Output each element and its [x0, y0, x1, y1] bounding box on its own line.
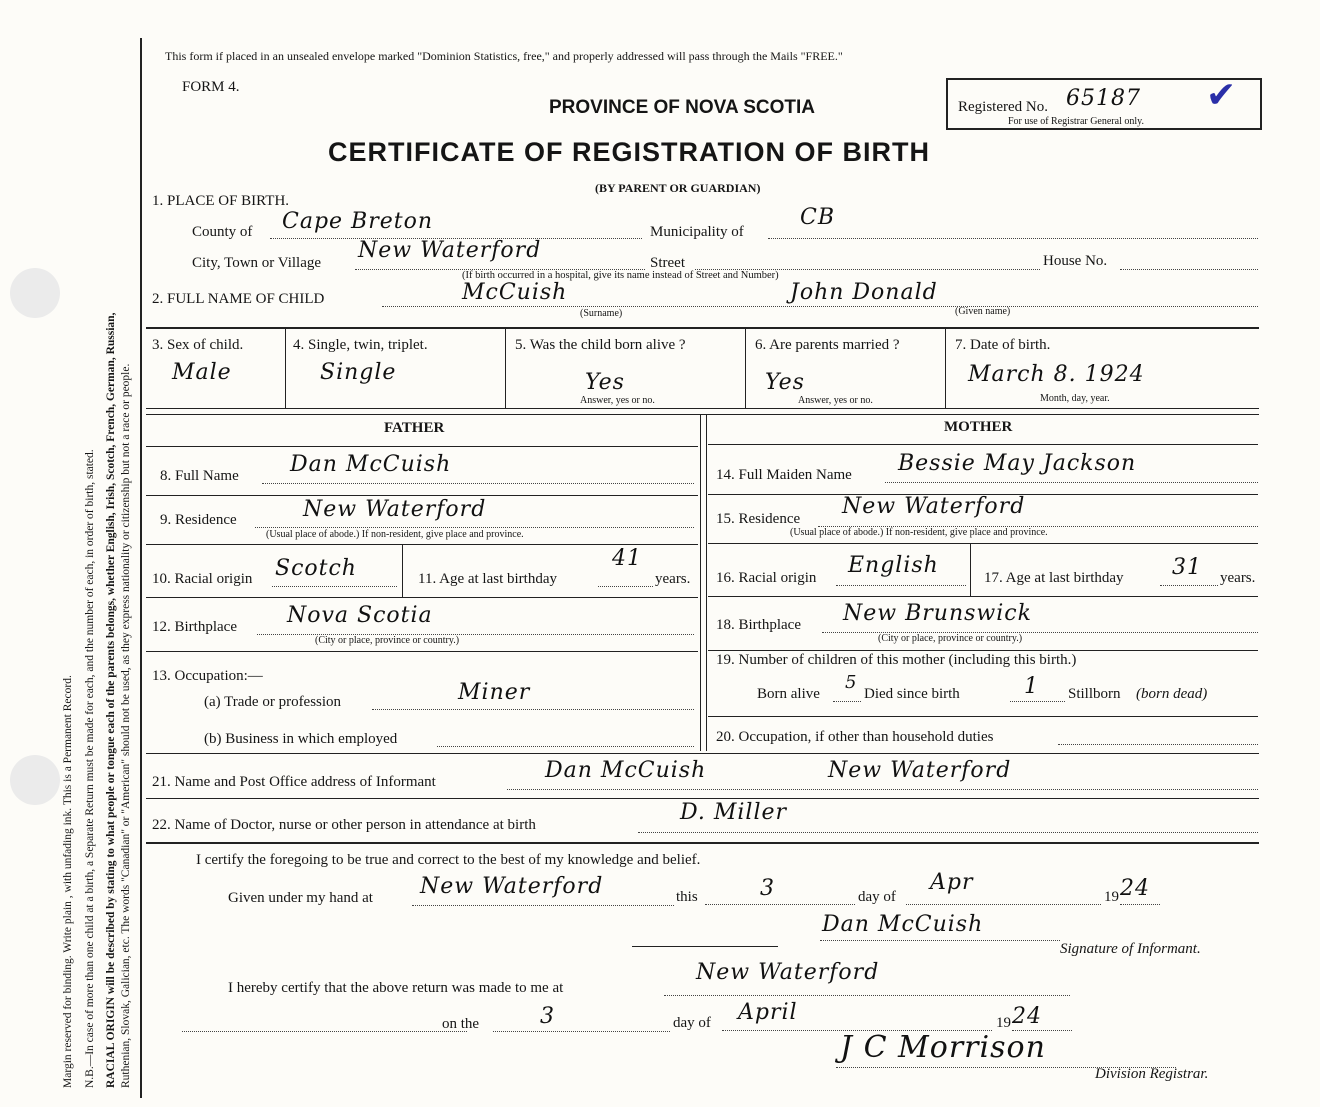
registrar-signature-label: Division Registrar. [1095, 1066, 1209, 1082]
registration-box [946, 75, 1262, 130]
this-label: this [676, 889, 698, 905]
mother-birthplace-caption: (City or place, province or country.) [878, 633, 1023, 644]
hospital-note: (If birth occurred in a hospital, give its name instead of Street and Number) [462, 270, 779, 281]
informant-signature-label: Signature of Informant. [1060, 941, 1201, 957]
municipality-label: Municipality of [650, 224, 744, 240]
given-name-caption: (Given name) [955, 306, 1011, 317]
children-count-label: 19. Number of children of this mother (including this birth.) [716, 652, 1077, 668]
born-alive-value: Yes [585, 370, 625, 395]
born-alive-count-value: 5 [845, 672, 858, 693]
registrar-statement: I hereby certify that the above return was made to me at [228, 980, 564, 996]
informant-label: 21. Name and Post Office address of Informant [152, 774, 436, 790]
registrar-signature: J C Morrison [840, 1030, 1046, 1065]
street-label: Street [650, 255, 685, 271]
mother-name-value: Bessie May Jackson [898, 451, 1137, 476]
father-occupation-label: 13. Occupation:— [152, 668, 263, 684]
date-of-birth-value: March 8. 1924 [968, 362, 1145, 387]
mother-residence-caption: (Usual place of abode.) If non-resident, give place and province. [790, 527, 1048, 538]
given-year-suffix: 24 [1120, 876, 1150, 901]
margin-note-racial-origin: RACIAL ORIGIN will be described by stating to what people or tongue each of the parents belongs, whether English, Irish, Scotch, French, German, Russian, [105, 312, 117, 1088]
province-heading: PROVINCE OF NOVA SCOTIA [549, 97, 816, 118]
mother-occupation-label: 20. Occupation, if other than household duties [716, 729, 994, 745]
father-age-label: 11. Age at last birthday [418, 571, 557, 587]
parents-married-caption: Answer, yes or no. [798, 395, 873, 406]
stillborn-note: (born dead) [1136, 686, 1208, 702]
born-alive-label: 5. Was the child born alive ? [515, 337, 686, 353]
father-residence-caption: (Usual place of abode.) If non-resident, give place and province. [266, 529, 524, 540]
registrar-day-value: 3 [540, 1004, 555, 1029]
binding-hole-top [10, 268, 60, 318]
given-day-of-label: day of [858, 889, 896, 905]
registered-check-icon: ✔ [1206, 75, 1237, 115]
father-name-value: Dan McCuish [290, 452, 452, 477]
mother-age-label: 17. Age at last birthday [984, 570, 1124, 586]
surname-caption: (Surname) [580, 308, 623, 319]
mother-age-value: 31 [1172, 555, 1202, 580]
given-place-value: New Waterford [420, 874, 604, 899]
binding-hole-bottom [10, 755, 60, 805]
child-surname: McCuish [462, 280, 568, 305]
informant-name-value: Dan McCuish [545, 758, 707, 783]
registrar-day-of-label: day of [673, 1015, 711, 1031]
county-value: Cape Breton [282, 209, 434, 234]
sex-label: 3. Sex of child. [152, 337, 244, 353]
stillborn-label: Stillborn [1068, 686, 1121, 702]
father-birthplace-label: 12. Birthplace [152, 619, 237, 635]
registrar-place-value: New Waterford [696, 960, 880, 985]
mother-birthplace-label: 18. Birthplace [716, 617, 801, 633]
born-alive-count-label: Born alive [757, 686, 820, 702]
mother-racial-label: 16. Racial origin [716, 570, 817, 586]
died-since-birth-value: 1 [1024, 674, 1039, 699]
mother-residence-label: 15. Residence [716, 511, 801, 527]
informant-address-value: New Waterford [828, 758, 1012, 783]
city-label: City, Town or Village [192, 255, 322, 271]
plurality-label: 4. Single, twin, triplet. [293, 337, 428, 353]
registrar-note: For use of Registrar General only. [1008, 116, 1144, 127]
mother-birthplace-value: New Brunswick [843, 601, 1032, 626]
child-name-label: 2. FULL NAME OF CHILD [152, 291, 325, 307]
mother-heading: MOTHER [944, 419, 1013, 435]
date-of-birth-caption: Month, day, year. [1040, 393, 1110, 404]
father-birthplace-value: Nova Scotia [287, 603, 433, 628]
form-number: FORM 4. [182, 79, 240, 95]
business-label: (b) Business in which employed [204, 731, 398, 747]
registrar-month-value: April [738, 1000, 798, 1025]
registrar-year-prefix: 19 [996, 1015, 1011, 1031]
margin-note-binding: Margin reserved for binding. Write plain , with unfading ink. This is a Permanent Record. [62, 675, 74, 1088]
house-number-label: House No. [1043, 253, 1108, 269]
father-name-label: 8. Full Name [160, 468, 239, 484]
doctor-value: D. Miller [680, 800, 788, 825]
mother-years-label: years. [1220, 570, 1256, 586]
father-heading: FATHER [384, 420, 445, 436]
informant-signature: Dan McCuish [822, 912, 984, 937]
mother-racial-value: English [848, 553, 939, 578]
given-month-value: Apr [930, 870, 974, 895]
father-racial-label: 10. Racial origin [152, 571, 253, 587]
on-the-label: on the [442, 1016, 480, 1032]
trade-label: (a) Trade or profession [204, 694, 342, 710]
county-label: County of [192, 224, 253, 240]
child-given-name: John Donald [790, 280, 938, 305]
parents-married-label: 6. Are parents married ? [755, 337, 900, 353]
margin-rule [140, 38, 142, 1098]
parents-married-value: Yes [765, 370, 805, 395]
doctor-label: 22. Name of Doctor, nurse or other person in attendance at birth [152, 817, 536, 833]
date-of-birth-label: 7. Date of birth. [955, 337, 1051, 353]
certificate-subtitle: (BY PARENT OR GUARDIAN) [595, 181, 761, 195]
plurality-value: Single [320, 360, 397, 385]
given-year-prefix: 19 [1104, 889, 1119, 905]
city-value: New Waterford [358, 238, 542, 263]
mother-name-label: 14. Full Maiden Name [716, 467, 852, 483]
certificate-title: CERTIFICATE OF REGISTRATION OF BIRTH [328, 137, 930, 167]
given-under-hand-label: Given under my hand at [228, 890, 373, 906]
mail-notice: This form if placed in an unsealed envelope marked "Dominion Statistics, free," and properly addressed will pass through the Mails "FREE." [165, 49, 843, 63]
mother-residence-value: New Waterford [842, 494, 1026, 519]
father-racial-value: Scotch [275, 556, 357, 581]
given-day-value: 3 [760, 876, 775, 901]
born-alive-caption: Answer, yes or no. [580, 395, 655, 406]
trade-value: Miner [458, 680, 531, 705]
margin-note-nationality: Ruthenian, Slovak, Galician, etc. The words "Canadian" or "American" should not be used, as they express nationality or citizenship but not a race or people. [120, 363, 132, 1088]
certify-statement: I certify the foregoing to be true and correct to the best of my knowledge and belief. [196, 852, 701, 868]
father-residence-label: 9. Residence [160, 512, 237, 528]
father-age-value: 41 [612, 546, 642, 571]
registrar-year-suffix: 24 [1012, 1004, 1042, 1029]
margin-note-multiple-births: N.B.—In case of more than one child at a birth, a Separate Return must be made for each, and the number of each, in order of birth, stated. [84, 449, 96, 1088]
municipality-value: CB [800, 205, 835, 230]
place-of-birth-heading: 1. PLACE OF BIRTH. [152, 193, 290, 209]
registered-label: Registered No. [958, 99, 1048, 115]
father-birthplace-caption: (City or place, province or country.) [315, 635, 460, 646]
sex-value: Male [172, 360, 232, 385]
father-residence-value: New Waterford [303, 497, 487, 522]
registered-number: 65187 [1066, 86, 1141, 111]
died-since-birth-label: Died since birth [864, 686, 960, 702]
father-years-label: years. [655, 571, 691, 587]
